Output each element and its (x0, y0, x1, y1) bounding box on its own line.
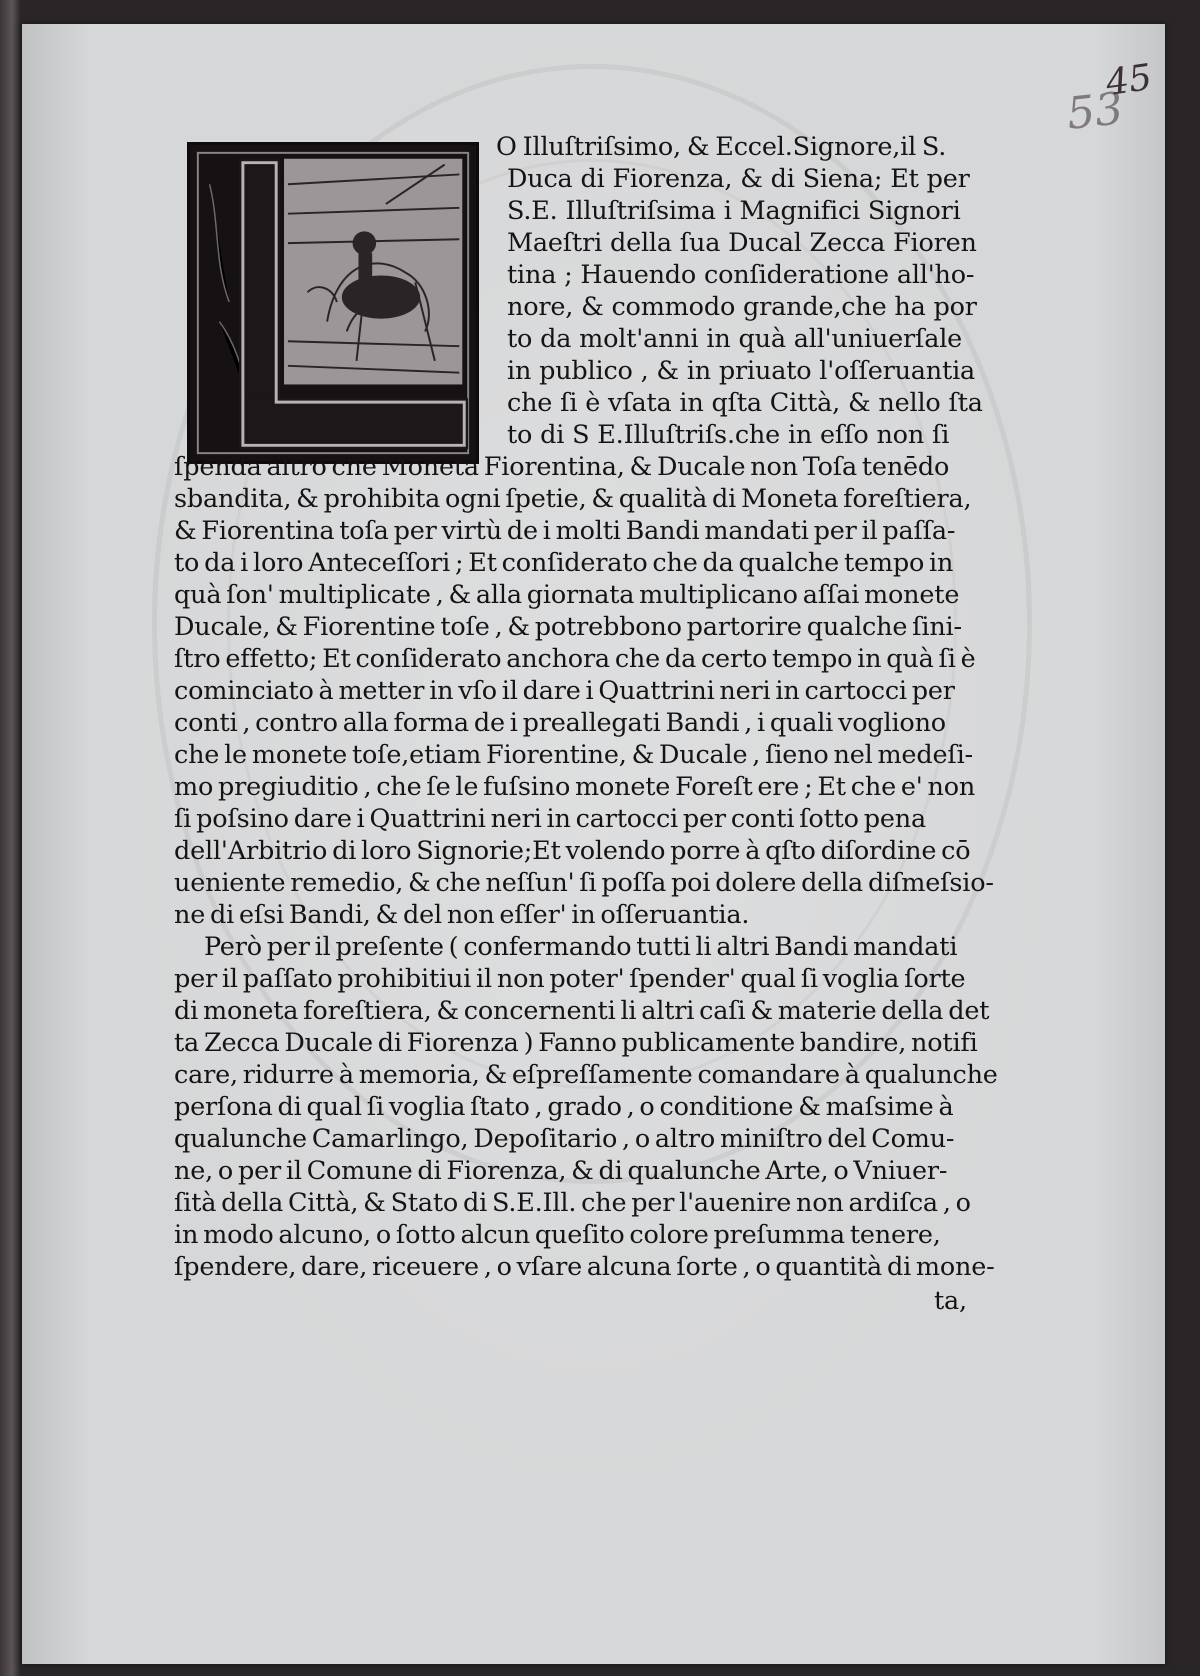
text-line: to da i loro Anteceſſori ; Et conſiderato che da qualche tempo in (174, 548, 954, 578)
text-line: ne, o per il Comune di Fiorenza, & di qualunche Arte, o Vniuer- (174, 1156, 948, 1186)
text-line: conti , contro alla forma de i preallegati Bandi , i quali vogliono (174, 708, 946, 738)
text-line: nore, & commodo grande,che ha por (507, 292, 977, 322)
text-line: che ſi è vſata in qſta Città, & nello ſta (507, 388, 983, 418)
text-line: O Illuſtriſsimo, & Eccel.Signore,il S. (496, 132, 947, 162)
text-line: quà ſon' multiplicate , & alla giornata multiplicano aſſai monete (174, 580, 960, 610)
text-line: mo pregiuditio , che ſe le fuſsino monete Foreſt ere ; Et che e' non (174, 772, 976, 802)
text-line: in modo alcuno, o ſotto alcun queſito colore preſumma tenere, (174, 1220, 941, 1250)
text-line: ne di eſsi Bandi, & del non eſſer' in oſſeruantia. (174, 900, 750, 930)
text-line: ſtro effetto; Et conſiderato anchora che da certo tempo in quà ſi è (174, 644, 976, 674)
folio-number-old: 53 (1064, 83, 1126, 140)
text-line: che le monete toſe,etiam Fiorentine, & Ducale , ſieno nel medeſi- (174, 740, 973, 770)
text-line: in publico , & in priuato l'oſſeruantia (507, 356, 976, 386)
text-line: Duca di Fiorenza, & di Siena; Et per (507, 164, 970, 194)
text-line: di moneta foreſtiera, & concernenti li altri caſi & materie della det (174, 996, 990, 1026)
text-line: Però per il preſente ( confermando tutti li altri Bandi mandati (204, 932, 958, 962)
text-line: per il paſſato prohibitiui il non poter' ſpender' qual ſi voglia ſorte (174, 964, 966, 994)
text-line: care, ridurre à memoria, & eſpreſſamente comandare à qualunche (174, 1060, 998, 1090)
text-line: ſpendere, dare, riceuere , o vſare alcuna ſorte , o quantità di mone- (174, 1252, 995, 1282)
text-line: cominciato à metter in vſo il dare i Quattrini neri in cartocci per (174, 676, 955, 706)
text-line: tina ; Hauendo conſideratione all'ho- (507, 260, 975, 290)
text-line: & Fiorentina toſa per virtù de i molti Bandi mandati per il paſſa- (174, 516, 956, 546)
text-line: to di S E.Illuſtriſs.che in eſſo non ſi (507, 420, 950, 450)
text-line: to da molt'anni in quà all'uniuerſale (507, 324, 963, 354)
text-line: ta Zecca Ducale di Fiorenza ) Fanno publicamente bandire, notifi (174, 1028, 978, 1058)
previous-page-edge (0, 0, 20, 1676)
text-line: Maeſtri della ſua Ducal Zecca Fioren (507, 228, 977, 258)
document-page (22, 24, 1165, 1664)
text-line: ueniente remedio, & che neſſun' ſi poſſa poi dolere della diſmeſsio- (174, 868, 994, 898)
text-line: ſità della Città, & Stato di S.E.Ill. che per l'auenire non ardiſca , o (174, 1188, 971, 1218)
catchword: ta, (934, 1286, 967, 1316)
text-line: dell'Arbitrio di loro Signorie;Et volendo porre à qſto diſordine cō (174, 836, 971, 866)
woodcut-initial-letter-l (187, 142, 479, 464)
text-line: perſona di qual ſi voglia ſtato , grado , o conditione & maſsime à (174, 1092, 954, 1122)
text-line: qualunche Camarlingo, Depoſitario , o altro miniſtro del Comu- (174, 1124, 955, 1154)
folio-number: 45 (1103, 57, 1155, 104)
text-line: sbandita, & prohibita ogni ſpetie, & qualità di Moneta foreſtiera, (174, 484, 972, 514)
text-line: S.E. Illuſtriſsima i Magnifici Signori (507, 196, 961, 226)
text-line: Ducale, & Fiorentine toſe , & potrebbono partorire qualche ſini- (174, 612, 962, 642)
text-line: ſi poſsino dare i Quattrini neri in cartocci per conti ſotto pena (174, 804, 926, 834)
text-line: ſpenda altro che Moneta Fiorentina, & Ducale non Toſa tenēdo (174, 452, 950, 482)
